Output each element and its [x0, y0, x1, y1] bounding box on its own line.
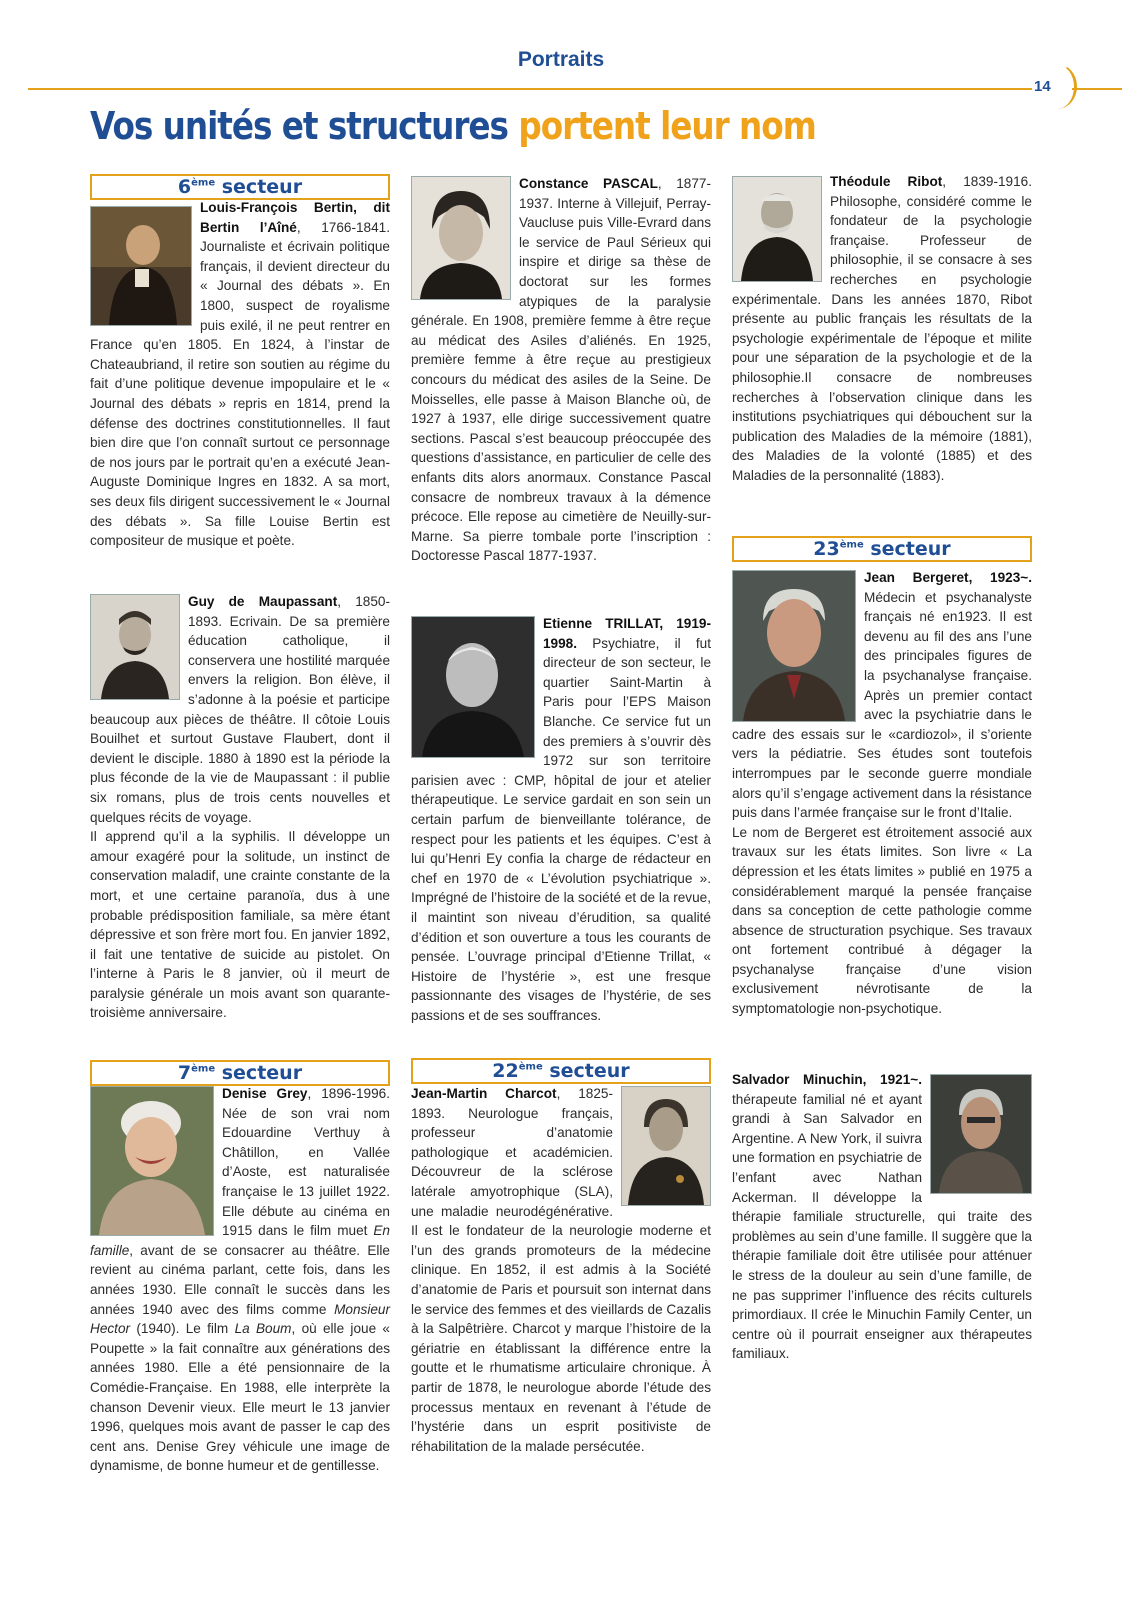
- charcot-body: Neurologue français, professeur d’anatomie pathologique et académicien. Découvreur de la sclérose latérale amyotrophique (SLA), une maladie neurodégénérative. Il est le fondateur de la neurologie moderne et l’un des grands promoteurs de la médecine clinique. En 1852, il est admis à la Société d’anatomie de Paris et poursuit son internat dans le service des femmes et des vieillards de Cazalis à la Salpêtrière. Charcot y marque l’histoire de la gériatrie en établissant la différence entre la goutte et le rhumatisme articulaire chronique. À partir de 1878, le neurologue aborde l’étude des processus mentaux en revenant à l’étude de l’hystérie dans un esprit positiviste de réhabilitation de la malade persécutée.: [411, 1105, 711, 1454]
- bergeret-body: Médecin et psychanalyste français né en1923. Il est devenu au fil des ans l’une des principales figures de la psychanalyse française. Après un premier contact avec la psychiatrie dans le cadre des essais sur le «cardiozol», il s’oriente vers la pédiatrie. Ses études sont toutefois interrompues par le seconde guerre mondiale alors qu’il s’engage activement dans la résistance puis dans l’armée française sur le front d’Italie.: [732, 589, 1032, 821]
- section-rubric: Portraits: [517, 48, 605, 71]
- pascal-dates: , 1877-1937.: [519, 176, 712, 211]
- grey-dates: , 1896-1996.: [307, 1086, 390, 1101]
- maupassant-name: Guy de Maupassant: [188, 594, 338, 609]
- headline-part-2: portent leur nom: [507, 104, 816, 148]
- bertin-portrait: [90, 206, 192, 326]
- charcot-dates: , 1825-1893.: [411, 1086, 614, 1121]
- bertin-article: [90, 198, 390, 551]
- sector-word: secteur: [215, 1062, 303, 1084]
- trillat-body: Psychiatre, il fut directeur de son secteur, le quartier Saint-Martin à Paris pour l’EPS Maison Blanche. Ce service fut un des premiers à s’ouvrir dès 1972 sur son territoire parisien avec : CMP, hôpital de jour et atelier thérapeutique. Le service gardait en son sein un certain parfum de bienveillante tolérance, de respect pour les patients et les équipes. C’est à lui qu’Henri Ey confia la charge de rédacteur en chef en 1970 de « L’évolution psychiatrique ». Imprégné de l’histoire de la société et de la revue, il maintint son niveau d’érudition, sa qualité d’édition et son ouverture a tous les courants de pensée. L’ouvrage principal d’Etienne Trillat, « Histoire de l’hystérie », est une fresque passionnante des visages de l’hystérie, de ses passions et de ses souffrances.: [411, 635, 711, 1023]
- headline-part-1: Vos unités et structures: [90, 104, 508, 148]
- ribot-portrait: [732, 176, 822, 282]
- sector-word: secteur: [542, 1060, 630, 1082]
- bergeret-name: Jean Bergeret, 1923~.: [864, 570, 1032, 585]
- bergeret-text-2: Le nom de Bergeret est étroitement associé aux travaux sur les états limites. Son livre « La dépression et les états limites » publié en 1975 a considérablement marqué la pensée française dans sa conception de cette pathologie comme absence de structuration psychique. Ses travaux ont fortement contribué à dégager la psychanalyse française d’une vision exclusivement névrotisante de la symptomatologie non-psychotique.: [732, 824, 1032, 1017]
- pascal-article: [411, 174, 711, 566]
- maupassant-article: [90, 592, 390, 1023]
- bergeret-article: [732, 568, 1032, 1019]
- ribot-article: [732, 172, 1032, 486]
- bertin-dates: , 1766-1841.: [296, 219, 390, 235]
- pascal-body: Interne à Villejuif, Perray-Vaucluse puis Ville-Evrard dans le service de Paul Sérieux qui inspire et dirige sa thèse de doctorat sur les formes atypiques de la paralysie générale. En 1908, première femme à être reçue au médicat des Asiles d’aliénés. En 1925, première femme à être reçue au prestigieux concours du médicat des asiles de la Seine. De Moisselles, elle passe à Maison Blanche où, de 1927 à 1937, elle dirige successivement quatre sections. Pascal s’est beaucoup préoccupée des questions d’assistance, en particulier de celle des enfants dits alors anormaux. Constance Pascal consacre de nombreux travaux à la démence précoce. Elle repose au cimetière de Neuilly-sur-Marne. Sa pierre tombale porte l’inscription : Doctoresse Pascal 1877-1937.: [411, 195, 711, 564]
- minuchin-body: thérapeute familial né et ayant grandi à San Salvador en Argentine. A New York, il suivra une formation en psychiatrie de l’enfant avec Nathan Ackerman. Il développe la thérapie familiale structurelle, qui traite des problèmes au sein d’une famille. Il suggère que la thérapie familiale doit être utilisée pour atténuer le stress de la douleur au sein d’une famille, de ne pas supprimer l’influence des récits culturels primordiaux. Il crée le Minuchin Family Center, un centre où il pourrait enseigner aux thérapeutes familiaux.: [732, 1091, 1032, 1362]
- minuchin-portrait: [930, 1074, 1032, 1194]
- grey-body-b: , avant de se consacrer au théâtre. Elle revient au cinéma parlant, cette fois, dans les années 1930. Elle connaît le succès dans les années 1940 avec des films comme: [90, 1242, 390, 1317]
- charcot-article: [411, 1084, 711, 1456]
- trillat-name: Etienne TRILLAT, 1919-1998.: [543, 616, 711, 651]
- sector-word: secteur: [863, 538, 951, 560]
- maupassant-portrait: [90, 594, 180, 700]
- maupassant-body: Ecrivain. De sa première éducation catholique, il conservera une hostilité marquée envers la religion. Bon élève, il s’adonne à la poésie et participe beaucoup aux pièces de théâtre. Il côtoie Louis Bouilhet et surtout Gustave Flaubert, dont il devient le disciple. 1880 à 1890 est la période la plus féconde de la vie de Maupassant : il publie six romans, plus de trois cents nouvelles et quelques récits de voyage.: [90, 613, 390, 825]
- grey-article: [90, 1084, 390, 1476]
- sector-number: 7: [177, 1062, 192, 1084]
- header-rule-left: [28, 88, 1032, 90]
- bergeret-portrait: [732, 570, 856, 722]
- grey-film-1: En famille: [90, 1223, 390, 1258]
- sector-suffix: ème: [191, 1063, 216, 1075]
- grey-body: Née de son vrai nom Edouardine Verthuy à Châtillon, en Vallée d’Aoste, est naturalisée française le 13 juillet 1922. Elle débute au cinéma en 1915 dans le film muet: [222, 1105, 390, 1239]
- sector-word: secteur: [215, 176, 303, 198]
- maupassant-dates: , 1850-1893.: [188, 594, 391, 629]
- sector-number: 23: [813, 538, 840, 560]
- minuchin-name: Salvador Minuchin, 1921~.: [732, 1072, 922, 1087]
- charcot-name: Jean-Martin Charcot: [411, 1086, 557, 1101]
- sector-number: 22: [492, 1060, 519, 1082]
- page-headline: [90, 104, 816, 148]
- page-number-badge: [1032, 64, 1084, 112]
- sector-suffix: ème: [518, 1061, 543, 1073]
- minuchin-article: [732, 1070, 1032, 1364]
- sector-23-header: [732, 536, 1032, 562]
- pascal-name: Constance PASCAL: [519, 176, 658, 191]
- sector-7-header: [90, 1060, 390, 1086]
- ribot-name: Théodule Ribot: [830, 174, 943, 189]
- pascal-portrait: [411, 176, 511, 300]
- bertin-body: Journaliste et écrivain politique français, il devient directeur du « Journal des débats ». En 1800, suspect de royalisme puis exilé, il ne peut rentrer en France qu’en 1805. En 1824, à l’instar de Chateaubriand, il retire son soutien au régime du fait d’une politique devenue impopulaire et le « Journal des débats » repris en 1814, prend la défense des doctrines constitutionnelles. Il faut bien dire que l’on connaît surtout ce personnage de nos jours par le portrait qu’en a exécuté Jean-Auguste Dominique Ingres en 1832. A sa mort, ses deux fils dirigent successivement le « Journal des débats ». Sa fille Louise Bertin est compositeur de musique et poète.: [90, 239, 390, 549]
- grey-body-c: (1940). Le film: [130, 1321, 235, 1337]
- grey-name: Denise Grey: [222, 1086, 308, 1101]
- sector-suffix: ème: [191, 177, 216, 189]
- bertin-name: Louis-François Bertin, dit Bertin l’Aîné: [200, 200, 390, 235]
- charcot-portrait: [621, 1086, 711, 1206]
- sector-6-header: [90, 174, 390, 200]
- sector-22-header: [411, 1058, 711, 1084]
- grey-body-d: , où elle joue « Poupette » la fait connaître aux générations des années 1980. Elle a été pensionnaire de la Comédie-Française. En 1988, elle interprète la chanson Devenir vieux. Elle meurt le 13 janvier 1996, quelques mois avant de passer le cap des cent ans. Denise Grey véhicule une image de dynamisme, de bonne humeur et de gentillesse.: [90, 1321, 390, 1474]
- maupassant-text-2: Il apprend qu’il a la syphilis. Il développe un amour exagéré pour la solitude, un instinct de conservation maladif, une crainte constante de la mort, et une certaine paranoïa, dus à une probable prédisposition familiale, sa mère étant dépressive et son frère mort fou. En janvier 1892, il fait une tentative de suicide au pistolet. On l’interne à Paris le 8 janvier, où il meurt de paralysie générale un mois avant son quarante-troisième anniversaire.: [90, 829, 390, 1021]
- sector-suffix: ème: [839, 539, 864, 551]
- page-number: 14: [1034, 78, 1051, 95]
- grey-film-2: Monsieur Hector: [90, 1301, 390, 1337]
- grey-film-3: La Boum: [234, 1321, 292, 1337]
- sector-number: 6: [177, 176, 192, 198]
- ribot-body: Philosophe, considéré comme le fondateur de la psychologie française. Professeur de philosophie, il se consacre à ses recherches en psychologie expérimentale. Dans les années 1870, Ribot présente au public français les résultats de la psychologie expérimentale de l’époque et milite pour une séparation de la psychologie et de la philosophie.Il consacre de nombreuses recherches à l’observation clinique dans les institutions psychiatriques qui débouchent sur la publication des Maladies de la mémoire (1881), des Maladies de la volonté (1885) et des Maladies de la personnalité (1883).: [732, 193, 1032, 483]
- trillat-portrait: [411, 616, 535, 758]
- trillat-article: [411, 614, 711, 1025]
- ribot-dates: , 1839-1916.: [942, 174, 1033, 189]
- grey-portrait: [90, 1086, 214, 1236]
